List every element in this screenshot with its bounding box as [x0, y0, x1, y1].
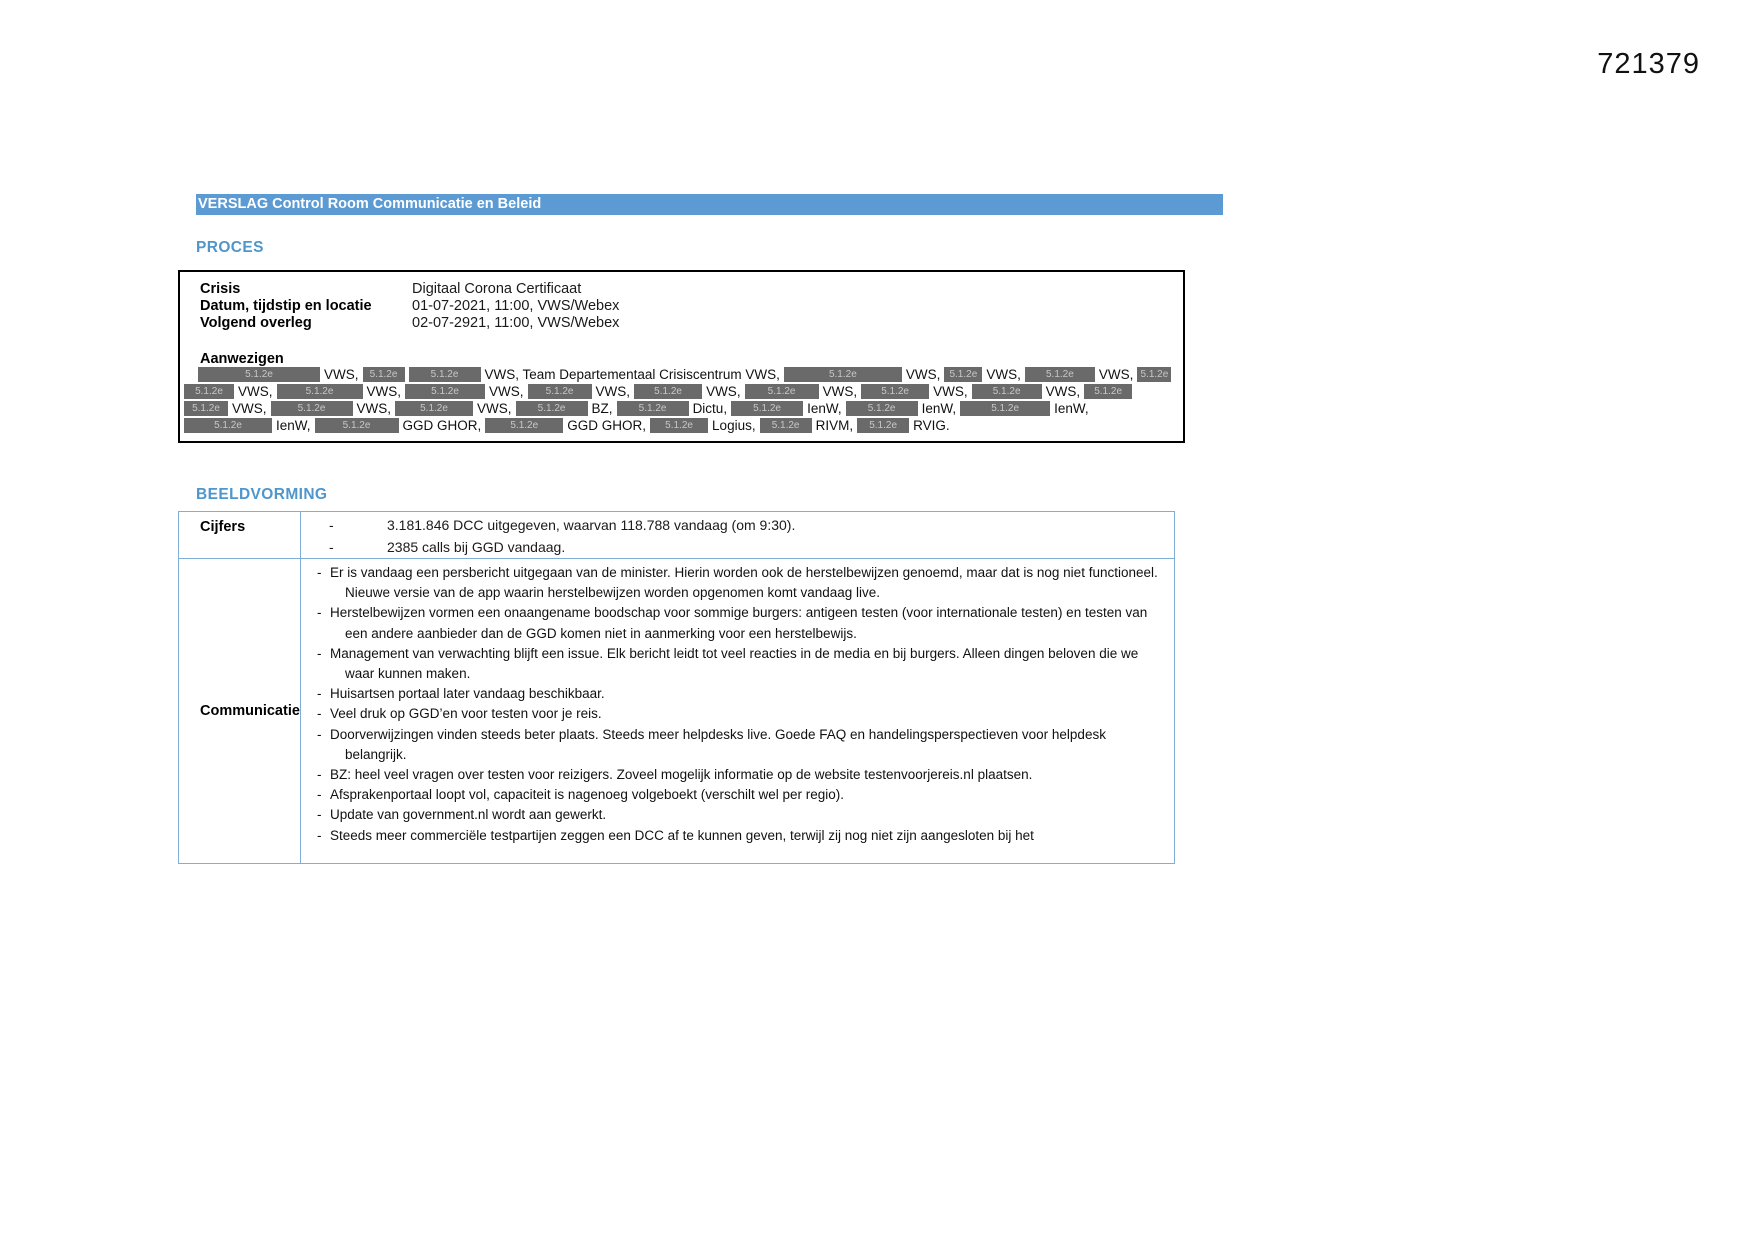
attendee-text: BZ, — [591, 401, 613, 416]
redaction-block: 5.1.2e — [315, 418, 399, 433]
info-row-datum — [200, 298, 1177, 315]
communicatie-bullet-item — [309, 563, 1166, 603]
attendee-text: VWS, — [232, 401, 267, 416]
redaction-block: 5.1.2e — [405, 384, 485, 399]
redaction-block: 5.1.2e — [395, 401, 473, 416]
info-label: Volgend overleg — [200, 315, 312, 331]
attendee-text: Dictu, — [692, 401, 728, 416]
bullet-dash: - — [329, 517, 334, 533]
beeldvorming-section-heading: BEELDVORMING — [196, 486, 328, 503]
bullet-dash: - — [317, 605, 322, 621]
attendee-text: GGD GHOR, — [402, 418, 482, 433]
attendee-text: VWS, Team Departementaal Crisiscentrum VWS, — [484, 367, 780, 382]
bullet-dash: - — [317, 767, 322, 783]
attendee-row — [184, 418, 1177, 433]
bullet-dash: - — [317, 807, 322, 823]
bullet-text: BZ: heel veel vragen over testen voor reizigers. Zoveel mogelijk informatie op de website testenvoorjereis.nl plaatsen. — [330, 767, 1033, 783]
attendee-text: VWS, — [986, 367, 1021, 382]
redaction-block: 5.1.2e — [745, 384, 819, 399]
redaction-block: 5.1.2e — [861, 384, 929, 399]
bullet-dash: - — [317, 706, 322, 722]
bullet-dash: - — [317, 787, 322, 803]
communicatie-bullet-item — [309, 765, 1166, 785]
redaction-block: 5.1.2e — [271, 401, 353, 416]
communicatie-bullet-list — [301, 559, 1174, 863]
attendee-text: IenW, — [807, 401, 842, 416]
communicatie-label: Communicatie — [200, 703, 300, 719]
bullet-dash: - — [317, 645, 322, 661]
redaction-block: 5.1.2e — [184, 401, 228, 416]
attendee-text: VWS, — [489, 384, 524, 399]
cijfers-bullet-list — [301, 512, 1174, 559]
redaction-block: 5.1.2e — [1084, 384, 1132, 399]
info-row-volgend-overleg — [200, 315, 1177, 332]
beeldvorming-table — [178, 511, 1175, 864]
bullet-text: Steeds meer commerciële testpartijen zeggen een DCC af te kunnen geven, terwijl zij nog niet zijn aangesloten bij het — [330, 827, 1034, 843]
redaction-block: 5.1.2e — [1137, 367, 1171, 382]
bullet-text: 2385 calls bij GGD vandaag. — [387, 539, 566, 555]
aanwezigen-label: Aanwezigen — [200, 351, 284, 367]
proces-section-heading: PROCES — [196, 239, 264, 256]
attendee-row — [184, 401, 1177, 416]
attendee-text: VWS, — [1098, 367, 1134, 382]
attendee-text: IenW, — [1054, 401, 1089, 416]
communicatie-bullet-item — [309, 684, 1166, 704]
info-label: Datum, tijdstip en locatie — [200, 298, 372, 314]
redaction-block: 5.1.2e — [857, 418, 909, 433]
info-row-crisis — [200, 281, 1177, 298]
communicatie-bullet-item — [309, 805, 1166, 825]
redaction-block: 5.1.2e — [198, 367, 320, 382]
bullet-dash: - — [317, 565, 322, 580]
bullet-text: 3.181.846 DCC uitgegeven, waarvan 118.788 vandaag (om 9:30). — [387, 517, 796, 533]
communicatie-bullet-item — [309, 644, 1166, 684]
bullet-dash: - — [329, 539, 334, 555]
communicatie-bullet-item — [309, 704, 1166, 724]
attendee-text: RVIG. — [913, 418, 950, 433]
proces-table-content — [180, 272, 1183, 443]
attendee-text: Logius, — [712, 418, 756, 433]
info-label: Crisis — [200, 281, 241, 297]
redaction-block: 5.1.2e — [784, 367, 902, 382]
redaction-block: 5.1.2e — [617, 401, 689, 416]
attendee-text: VWS, — [595, 384, 631, 399]
redaction-block: 5.1.2e — [528, 384, 592, 399]
bullet-text: Afsprakenportaal loopt vol, capaciteit is nagenoeg volgeboekt (verschilt wel per regio). — [330, 787, 845, 803]
document-id-number: 721379 — [1597, 48, 1700, 80]
info-value: Digitaal Corona Certificaat — [412, 281, 582, 297]
attendee-text: VWS, — [238, 384, 273, 399]
redaction-block: 5.1.2e — [634, 384, 702, 399]
attendee-text: GGD GHOR, — [567, 418, 647, 433]
redaction-block: 5.1.2e — [1025, 367, 1095, 382]
report-title-bar: VERSLAG Control Room Communicatie en Beleid — [196, 194, 1223, 215]
attendee-text: VWS, — [905, 367, 941, 382]
bullet-dash: - — [317, 686, 322, 702]
redaction-block: 5.1.2e — [277, 384, 363, 399]
proces-table — [178, 270, 1185, 443]
attendee-text: IenW, — [921, 401, 957, 416]
attendee-text: VWS, — [356, 401, 392, 416]
attendee-text: RIVM, — [815, 418, 854, 433]
redaction-block: 5.1.2e — [409, 367, 481, 382]
redaction-block: 5.1.2e — [972, 384, 1042, 399]
info-value: 01-07-2021, 11:00, VWS/Webex — [412, 298, 620, 314]
bullet-text: Doorverwijzingen vinden steeds beter plaats. Steeds meer helpdesks live. Goede FAQ en handelingsperspectieven voor helpdesk belangrijk. — [330, 726, 1106, 762]
info-value: 02-07-2921, 11:00, VWS/Webex — [412, 315, 620, 331]
bullet-text: Er is vandaag een persbericht uitgegaan van de minister. Hierin worden ook de herstelbewijzen genoemd, maar dat is nog niet functioneel. Nieuwe versie van de app waarin herstelbewijzen worden opgenomen komt vandaag live. — [330, 565, 1158, 601]
redaction-block: 5.1.2e — [650, 418, 708, 433]
attendee-row — [198, 367, 1177, 382]
cijfers-label: Cijfers — [200, 519, 246, 535]
redaction-block: 5.1.2e — [760, 418, 812, 433]
redaction-block: 5.1.2e — [184, 418, 272, 433]
attendee-text: IenW, — [276, 418, 311, 433]
bullet-text: Management van verwachting blijft een issue. Elk bericht leidt tot veel reacties in de media en bij burgers. Alleen dingen beloven die we waar kunnen maken. — [330, 645, 1139, 682]
attendee-text: VWS, — [1045, 384, 1081, 399]
redaction-block: 5.1.2e — [731, 401, 803, 416]
bullet-text: Herstelbewijzen vormen een onaangename boodschap voor sommige burgers: antigeen testen (voor internationale testen) en testen van een andere aanbieder dan de GGD komen niet in aanmerking voor een herstelbewijs. — [330, 605, 1148, 641]
bullet-dash: - — [317, 827, 322, 843]
attendee-text: VWS, — [477, 401, 512, 416]
cijfers-label-cell — [179, 512, 301, 559]
attendee-text: VWS, — [706, 384, 741, 399]
attendee-text: VWS, — [324, 367, 359, 382]
communicatie-bullet-item — [309, 603, 1166, 643]
attendee-text: VWS, — [366, 384, 402, 399]
cijfers-bullet-item — [309, 514, 1168, 536]
redaction-block: 5.1.2e — [846, 401, 918, 416]
bullet-dash: - — [317, 726, 322, 742]
attendee-row — [184, 384, 1177, 399]
bullet-text: Huisartsen portaal later vandaag beschikbaar. — [330, 686, 605, 702]
bullet-text: Update van government.nl wordt aan gewerkt. — [330, 807, 607, 823]
attendee-rows — [184, 367, 1177, 433]
communicatie-bullet-item — [309, 785, 1166, 805]
communicatie-label-cell — [179, 559, 301, 863]
redaction-block: 5.1.2e — [516, 401, 588, 416]
bullet-text: Veel druk op GGD’en voor testen voor je reis. — [330, 706, 602, 722]
communicatie-bullet-item — [309, 725, 1166, 765]
redaction-block: 5.1.2e — [184, 384, 234, 399]
redaction-block: 5.1.2e — [944, 367, 982, 382]
attendee-text: VWS, — [933, 384, 968, 399]
cijfers-bullet-item — [309, 536, 1168, 558]
redaction-block: 5.1.2e — [363, 367, 405, 382]
redaction-block: 5.1.2e — [960, 401, 1050, 416]
redaction-block: 5.1.2e — [485, 418, 563, 433]
communicatie-bullet-item — [309, 826, 1166, 846]
attendee-text: VWS, — [822, 384, 858, 399]
